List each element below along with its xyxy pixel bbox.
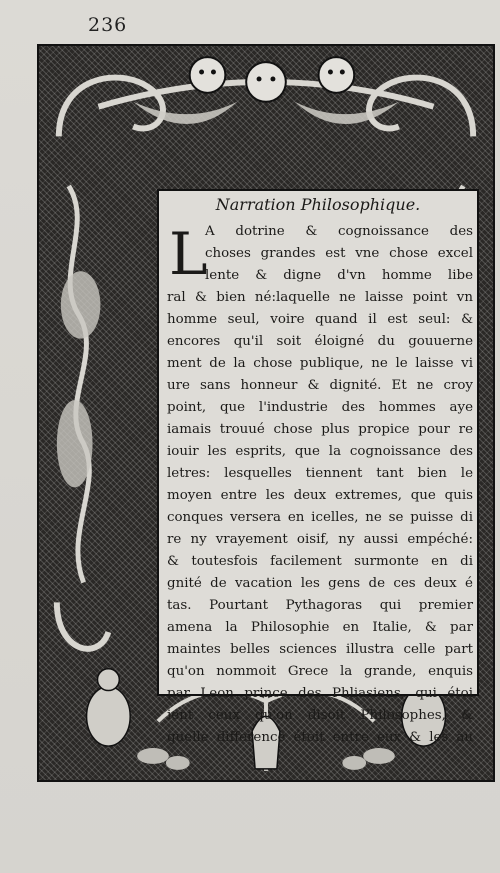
page-number: 236 bbox=[88, 14, 128, 36]
text-line: re ny vrayement oisif, ny aussi empéché: bbox=[167, 532, 473, 547]
text-line: iamais trouué chose plus propice pour re bbox=[167, 422, 473, 437]
woodcut-border bbox=[37, 44, 495, 782]
text-line: letres: lesquelles tiennent tant bien le bbox=[167, 466, 473, 481]
text-line: homme seul, voire quand il est seul: & bbox=[167, 312, 473, 327]
text-panel bbox=[157, 189, 479, 745]
text-line: maintes belles sciences illustra celle part bbox=[167, 642, 473, 657]
body-text bbox=[167, 221, 473, 749]
text-line: conques versera en icelles, ne se puisse di bbox=[167, 510, 473, 525]
text-line: par Leon prince des Phliasiens, qui étoi bbox=[167, 686, 473, 701]
text-line: ment de la chose publique, ne le laisse vi bbox=[167, 356, 473, 371]
text-line: choses grandes est vne chose excel bbox=[205, 246, 473, 261]
text-line: iouir les esprits, que la cognoissance des bbox=[167, 444, 473, 459]
text-line: tas. Pourtant Pythagoras qui premier bbox=[167, 598, 473, 613]
text-line: amena la Philosophie en Italie, & par bbox=[167, 620, 473, 635]
text-line: ient ceux qu'on disoit Philosophes, & bbox=[167, 708, 473, 723]
text-line: ral & bien né:laquelle ne laisse point vn bbox=[167, 290, 473, 305]
text-line: moyen entre les deux extremes, que quis bbox=[167, 488, 473, 503]
drop-cap: L bbox=[169, 220, 208, 288]
text-line: A dotrine & cognoissance des bbox=[205, 224, 473, 239]
text-line: gnité de vacation les gens de ces deux é bbox=[167, 576, 473, 591]
text-line: qu'on nommoit Grece la grande, enquis bbox=[167, 664, 473, 679]
text-line: encores qu'il soit éloigné du gouuerne bbox=[167, 334, 473, 349]
text-line: quelle difference étoit entre eux & les au bbox=[167, 730, 473, 745]
text-line: & toutesfois facilement surmonte en di bbox=[167, 554, 473, 569]
text-line: ure sans honneur & dignité. Et ne croy bbox=[167, 378, 473, 393]
text-line: lente & digne d'vn homme libe bbox=[205, 268, 473, 283]
text-line: point, que l'industrie des hommes aye bbox=[167, 400, 473, 415]
chapter-heading: Narration Philosophique. bbox=[215, 195, 421, 214]
